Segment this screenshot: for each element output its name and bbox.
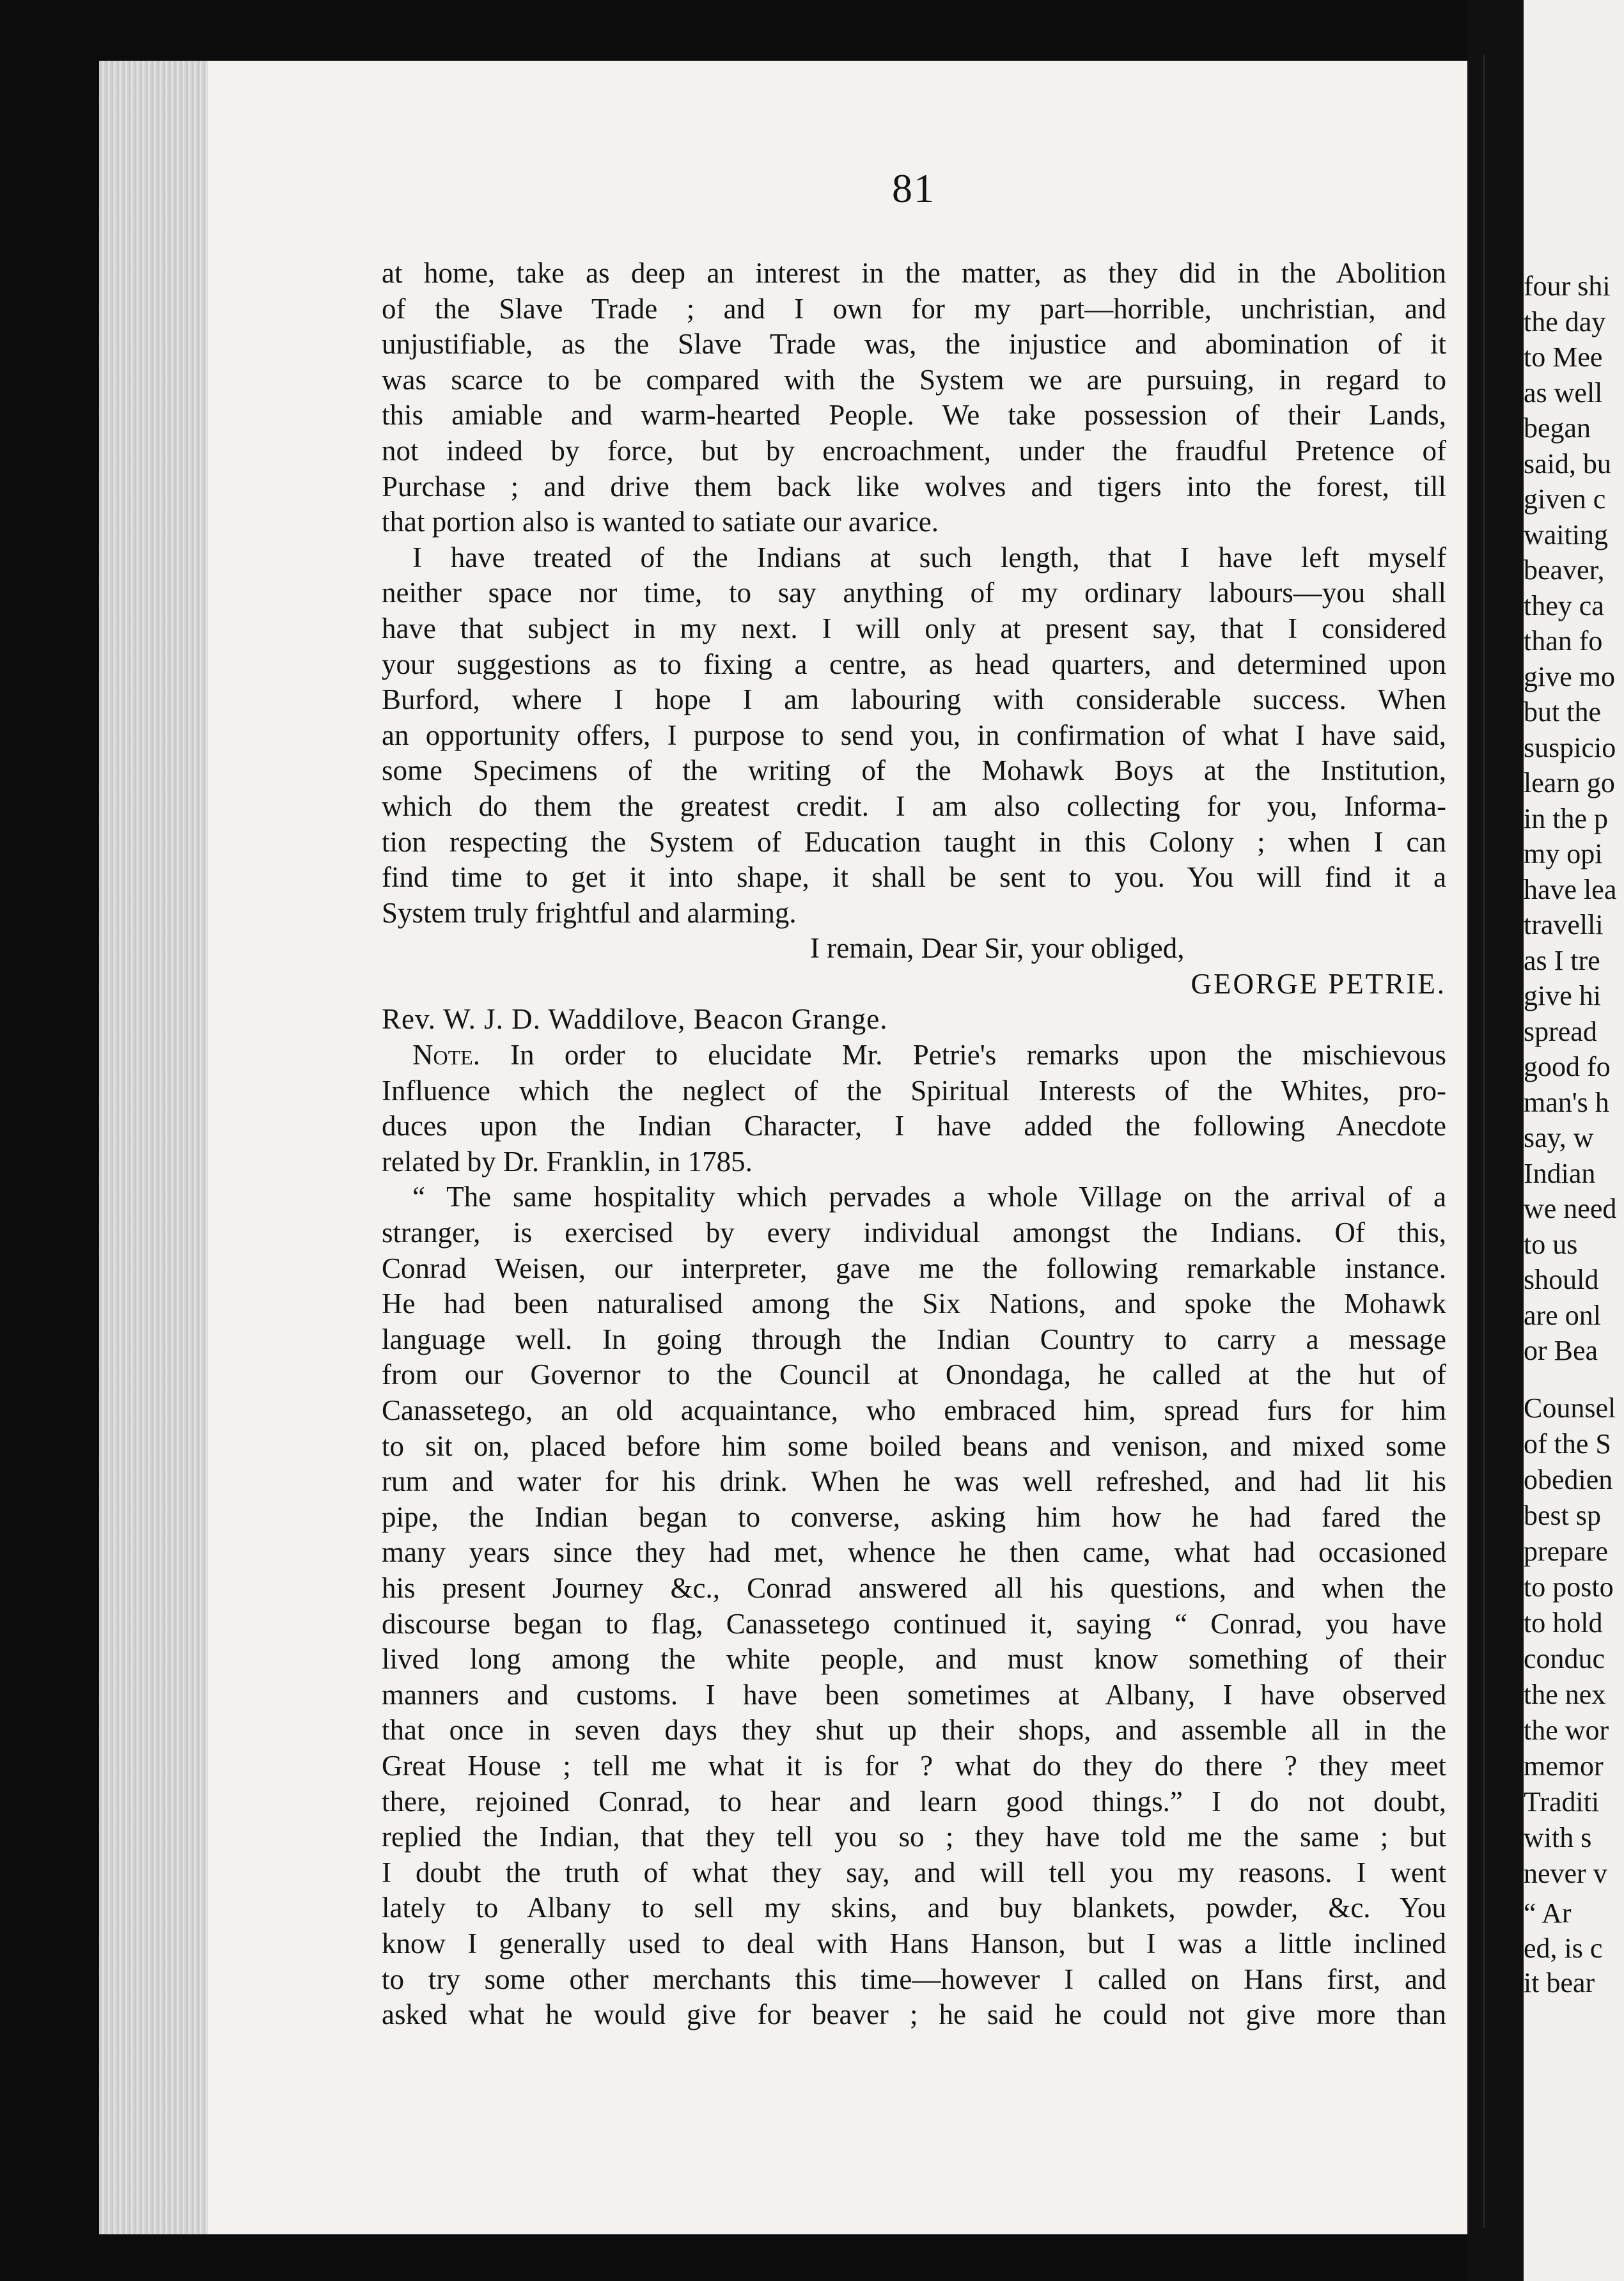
fragment-line: ed, is c: [1524, 1933, 1603, 1964]
fragment-line: or Bea: [1524, 1335, 1598, 1366]
fragment-line: given c: [1524, 483, 1606, 515]
text-line: I doubt the truth of what they say, and will tell you my reasons. I went: [382, 1856, 1446, 1888]
text-line: “ The same hospitality which pervades a whole Village on the arrival of a: [412, 1181, 1446, 1213]
text-line: his present Journey &c., Conrad answered all his questions, and when the: [382, 1571, 1446, 1604]
text-line: tion respecting the System of Education taught in this Colony ; when I can: [382, 825, 1446, 858]
fragment-line: Indian: [1524, 1157, 1596, 1189]
fragment-line: four shi: [1524, 270, 1611, 302]
text-line: that once in seven days they shut up their shops, and assemble all in the: [382, 1714, 1446, 1747]
fragment-line: man's h: [1524, 1086, 1609, 1118]
text-line: He had been naturalised among the Six Nations, and spoke the Mohawk: [382, 1288, 1446, 1320]
letter-paragraph-1: [382, 256, 1446, 540]
fragment-line: began: [1524, 412, 1591, 444]
text-line: this amiable and warm-hearted People. We take possession of their Lands,: [382, 399, 1446, 432]
fragment-line: as well: [1524, 377, 1603, 409]
fragment-line: the day: [1524, 306, 1606, 338]
text-line: there, rejoined Conrad, to hear and learn good things.” I do not doubt,: [382, 1785, 1446, 1818]
text-line: stranger, is exercised by every individual amongst the Indians. Of this,: [382, 1217, 1446, 1249]
note-label: Note.: [412, 1039, 480, 1071]
text-line: many years since they had met, whence he then came, what had occasioned: [382, 1536, 1446, 1569]
text-line: Purchase ; and drive them back like wolves and tigers into the forest, till: [382, 470, 1446, 502]
text-line: neither space nor time, to say anything of my ordinary labours—you shall: [382, 577, 1446, 609]
fragment-line: we need: [1524, 1193, 1617, 1224]
fragment-line: Counsel: [1524, 1392, 1616, 1424]
text-line: to sit on, placed before him some boiled beans and venison, and mixed some: [382, 1429, 1446, 1462]
page-divider: [1483, 54, 1485, 2228]
text-line: find time to get it into shape, it shall be sent to you. You will find it a: [382, 861, 1446, 894]
fragment-line: give mo: [1524, 660, 1615, 692]
fragment-line: with s: [1524, 1822, 1592, 1853]
fragment-line: should: [1524, 1264, 1599, 1295]
fragment-line: are onl: [1524, 1299, 1601, 1331]
text-line: replied the Indian, that they tell you so ; they have told me the same ; but: [382, 1821, 1446, 1853]
fragment-line: the wor: [1524, 1715, 1609, 1746]
text-line: that portion also is wanted to satiate our avarice.: [382, 506, 939, 538]
text-line: manners and customs. I have been sometimes at Albany, I have observed: [382, 1678, 1446, 1711]
fragment-line: they ca: [1524, 589, 1604, 621]
text-line: pipe, the Indian began to converse, asking him how he had fared the: [382, 1500, 1446, 1533]
text-line: to try some other merchants this time—however I called on Hans first, and: [382, 1963, 1446, 1995]
text-line: at home, take as deep an interest in the matter, as they did in the Abolition: [382, 257, 1446, 289]
fragment-line: said, bu: [1524, 448, 1611, 479]
fragment-line: Traditi: [1524, 1786, 1600, 1818]
note-paragraph: [382, 1038, 1446, 1179]
text-line: asked what he would give for beaver ; he said he could not give more than: [382, 1998, 1446, 2031]
fragment-line: suspicio: [1524, 731, 1616, 763]
fragment-line: best sp: [1524, 1500, 1601, 1531]
fragment-line: to Mee: [1524, 341, 1603, 373]
text-line: discourse began to flag, Canassetego continued it, saying “ Conrad, you have: [382, 1607, 1446, 1640]
fragment-line: conduc: [1524, 1643, 1605, 1674]
page-edge-stack: [99, 61, 208, 2234]
recipient-line: Rev. W. J. D. Waddilove, Beacon Grange.: [382, 1003, 888, 1036]
text-line: your suggestions as to fixing a centre, as head quarters, and determined upon: [382, 648, 1446, 680]
text-line: have that subject in my next. I will only at present say, that I considered: [382, 612, 1446, 644]
page-number: 81: [892, 166, 935, 211]
text-line: from our Governor to the Council at Onondaga, he called at the hut of: [382, 1358, 1446, 1391]
fragment-line: it bear: [1524, 1967, 1595, 1998]
fragment-line: to hold: [1524, 1607, 1603, 1639]
fragment-line: to posto: [1524, 1571, 1614, 1603]
text-line: not indeed by force, but by encroachment, under the fraudful Pretence of: [382, 434, 1446, 467]
text-line: rum and water for his drink. When he was well refreshed, and had lit his: [382, 1465, 1446, 1498]
fragment-line: beaver,: [1524, 554, 1605, 586]
text-line: was scarce to be compared with the System we are pursuing, in regard to: [382, 363, 1446, 396]
fragment-line: have lea: [1524, 873, 1617, 905]
fragment-line: “ Ar: [1524, 1897, 1572, 1929]
text-line: language well. In going through the Indian Country to carry a message: [382, 1323, 1446, 1355]
fragment-line: as I tre: [1524, 944, 1600, 976]
page-gutter: [1467, 0, 1524, 2281]
text-line: I have treated of the Indians at such length, that I have left myself: [412, 541, 1446, 573]
fragment-line: to us: [1524, 1228, 1578, 1260]
letter-body: [382, 256, 1446, 2033]
fragment-line: memor: [1524, 1750, 1604, 1782]
fragment-line: spread: [1524, 1015, 1597, 1047]
fragment-line: in the p: [1524, 802, 1608, 834]
fragment-line: give hi: [1524, 980, 1601, 1011]
fragment-line: than fo: [1524, 625, 1603, 657]
text-line: know I generally used to deal with Hans Hanson, but I was a little inclined: [382, 1927, 1446, 1959]
text-line: of the Slave Trade ; and I own for my part—horrible, unchristian, and: [382, 292, 1446, 325]
fragment-line: waiting: [1524, 518, 1608, 550]
note-line: duces upon the Indian Character, I have added the following Anecdote: [382, 1110, 1446, 1142]
text-line: unjustifiable, as the Slave Trade was, the injustice and abomination of it: [382, 328, 1446, 361]
note-line: In order to elucidate Mr. Petrie's remarks upon the mischievous: [510, 1039, 1446, 1071]
text-line: System truly frightful and alarming.: [382, 896, 797, 929]
text-line: which do them the greatest credit. I am also collecting for you, Informa-: [382, 790, 1446, 822]
fragment-line: never v: [1524, 1858, 1607, 1889]
fragment-line: but the: [1524, 696, 1601, 728]
fragment-line: the nex: [1524, 1679, 1606, 1710]
closing-line: I remain, Dear Sir, your obliged,: [810, 932, 1185, 965]
next-page-fragment: [1524, 0, 1624, 2281]
text-line: some Specimens of the writing of the Mohawk Boys at the Institution,: [382, 754, 1446, 787]
fragment-line: my opi: [1524, 838, 1603, 869]
text-line: lately to Albany to sell my skins, and buy blankets, powder, &c. You: [382, 1892, 1446, 1924]
letter-paragraph-2: [382, 540, 1446, 931]
fragment-line: obedien: [1524, 1464, 1613, 1495]
text-line: Great House ; tell me what it is for ? what do they do there ? they meet: [382, 1749, 1446, 1782]
text-line: an opportunity offers, I purpose to send you, in confirmation of what I have said,: [382, 719, 1446, 751]
fragment-line: travelli: [1524, 909, 1604, 940]
text-line: Canassetego, an old acquaintance, who embraced him, spread furs for him: [382, 1394, 1446, 1426]
note-line: related by Dr. Franklin, in 1785.: [382, 1145, 753, 1178]
text-line: Burford, where I hope I am labouring with considerable success. When: [382, 683, 1446, 716]
fragment-line: learn go: [1524, 767, 1615, 798]
fragment-line: say, w: [1524, 1122, 1594, 1153]
note-line: Influence which the neglect of the Spiritual Interests of the Whites, pro-: [382, 1074, 1446, 1107]
signature: GEORGE PETRIE.: [1191, 967, 1446, 1000]
text-line: lived long among the white people, and must know something of their: [382, 1643, 1446, 1676]
fragment-line: good fo: [1524, 1051, 1611, 1082]
text-line: Conrad Weisen, our interpreter, gave me the following remarkable instance.: [382, 1252, 1446, 1284]
anecdote-paragraph: [382, 1179, 1446, 2032]
fragment-line: of the S: [1524, 1428, 1611, 1460]
fragment-line: prepare: [1524, 1536, 1608, 1567]
